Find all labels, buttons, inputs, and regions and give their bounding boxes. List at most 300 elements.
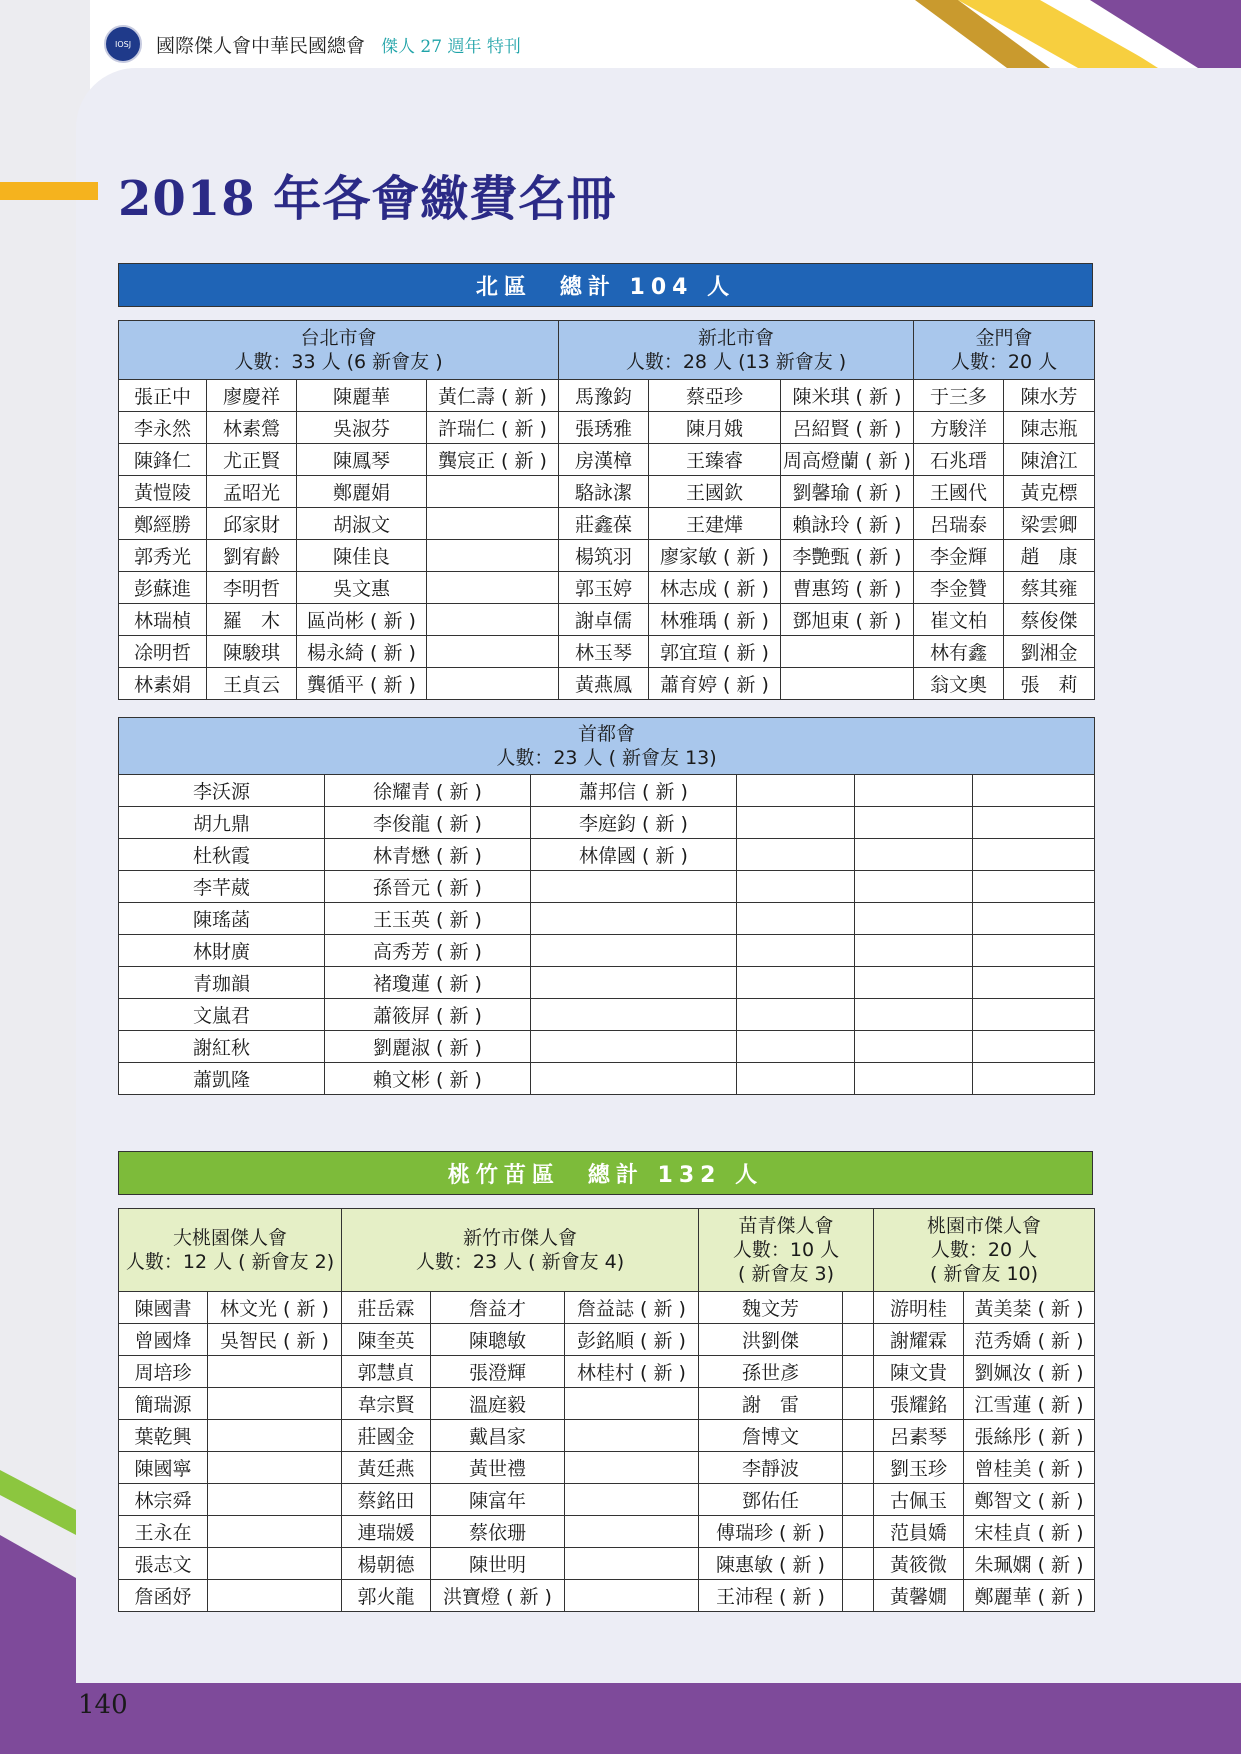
member-cell: 陳世明 [431,1548,565,1580]
north-clubs-table [118,320,1095,700]
member-cell: 莊鑫葆 [559,508,649,540]
club-count: 人數：23 人 ( 新會友 4) [415,1251,625,1273]
club-count: 人數：10 人 [732,1239,840,1261]
logo-text: IOSJ [114,39,132,49]
member-cell: 黃仁壽 ( 新 ) [427,380,559,412]
member-cell: 廖慶祥 [207,380,297,412]
table-row [119,476,1095,508]
member-cell [973,871,1095,903]
member-cell: 林志成 ( 新 ) [649,572,781,604]
member-cell: 謝紅秋 [119,1031,325,1063]
member-cell: 周培珍 [119,1356,208,1388]
member-cell: 黃燕鳳 [559,668,649,700]
member-cell [427,604,559,636]
member-cell: 溫庭毅 [431,1388,565,1420]
member-cell: 黃筱微 [874,1548,964,1580]
member-cell [855,839,973,871]
member-cell [427,540,559,572]
table-row [119,508,1095,540]
table-row [119,1292,1095,1324]
member-cell: 林桂村 ( 新 ) [565,1356,699,1388]
member-cell: 黃美棻 ( 新 ) [964,1292,1095,1324]
member-cell [737,839,855,871]
member-cell: 范秀嬌 ( 新 ) [964,1324,1095,1356]
member-cell: 尤正賢 [207,444,297,476]
member-cell: 范員嬌 [874,1516,964,1548]
member-cell [843,1388,874,1420]
member-cell [843,1548,874,1580]
member-cell [843,1420,874,1452]
member-cell: 蕭凱隆 [119,1063,325,1095]
member-cell: 于三多 [914,380,1004,412]
member-cell: 趙 康 [1004,540,1095,572]
member-cell: 楊朝德 [342,1548,431,1580]
member-cell: 陳國書 [119,1292,208,1324]
member-cell: 王沛程 ( 新 ) [699,1580,843,1612]
member-cell: 郭玉婷 [559,572,649,604]
table-row [119,444,1095,476]
member-cell: 吳智民 ( 新 ) [208,1324,342,1356]
member-cell: 王永在 [119,1516,208,1548]
member-cell: 龔宸正 ( 新 ) [427,444,559,476]
running-header [104,26,521,62]
member-cell [973,775,1095,807]
member-cell: 張耀銘 [874,1388,964,1420]
member-cell: 謝耀霖 [874,1324,964,1356]
member-cell: 黃廷燕 [342,1452,431,1484]
member-cell [781,636,914,668]
member-cell: 陳月娥 [649,412,781,444]
member-cell: 龔循平 ( 新 ) [297,668,427,700]
member-cell: 彭銘順 ( 新 ) [565,1324,699,1356]
member-cell [208,1356,342,1388]
member-cell: 李庭鈞 ( 新 ) [531,807,737,839]
table-row [119,1324,1095,1356]
member-cell: 蔡亞珍 [649,380,781,412]
member-cell: 杜秋霞 [119,839,325,871]
member-cell: 莊岳霖 [342,1292,431,1324]
member-cell: 張絲彤 ( 新 ) [964,1420,1095,1452]
member-cell: 曾桂美 ( 新 ) [964,1452,1095,1484]
member-cell [855,775,973,807]
member-cell [565,1420,699,1452]
member-cell: 胡九鼎 [119,807,325,839]
member-cell [565,1548,699,1580]
member-cell [843,1484,874,1516]
member-cell [737,1031,855,1063]
member-cell: 葉乾興 [119,1420,208,1452]
member-cell [208,1580,342,1612]
member-cell [427,572,559,604]
member-cell [855,999,973,1031]
member-cell [843,1580,874,1612]
member-cell [208,1452,342,1484]
member-cell [855,935,973,967]
member-cell: 郭秀光 [119,540,207,572]
member-cell: 孫晉元 ( 新 ) [325,871,531,903]
member-cell: 陳聰敏 [431,1324,565,1356]
table-row [119,1548,1095,1580]
member-cell: 蔡其雍 [1004,572,1095,604]
member-cell: 李金輝 [914,540,1004,572]
member-cell [973,999,1095,1031]
member-cell [208,1484,342,1516]
member-cell: 石兆瑨 [914,444,1004,476]
member-cell [427,668,559,700]
member-cell [565,1388,699,1420]
member-cell: 陳佳良 [297,540,427,572]
member-cell [737,1063,855,1095]
club-name: 桃園市傑人會 [927,1215,1042,1237]
club-count: 人數：23 人 ( 新會友 13) [496,747,717,769]
member-cell: 李金贊 [914,572,1004,604]
member-cell: 李永然 [119,412,207,444]
member-cell: 李沃源 [119,775,325,807]
club-count: 人數：12 人 ( 新會友 2) [125,1251,335,1273]
member-cell: 林偉國 ( 新 ) [531,839,737,871]
member-cell [531,903,737,935]
member-cell: 鄭經勝 [119,508,207,540]
member-cell: 陳奎英 [342,1324,431,1356]
member-cell: 陳滄江 [1004,444,1095,476]
member-cell [855,1063,973,1095]
north-header-row [119,321,1095,380]
member-cell: 張琇雅 [559,412,649,444]
member-cell: 黃愷陵 [119,476,207,508]
table-row [119,1031,1095,1063]
member-cell: 郭火龍 [342,1580,431,1612]
member-cell: 呂紹賢 ( 新 ) [781,412,914,444]
stripe-yellow [958,0,1160,68]
table-row [119,871,1095,903]
member-cell: 陳瑤菡 [119,903,325,935]
member-cell: 孟昭光 [207,476,297,508]
member-cell: 洪劉傑 [699,1324,843,1356]
member-cell: 鄭麗華 ( 新 ) [964,1580,1095,1612]
taozhumiao-region-banner: 桃竹苗區 總計 132 人 [118,1151,1093,1195]
member-cell: 李明哲 [207,572,297,604]
member-cell: 陳米琪 ( 新 ) [781,380,914,412]
member-cell: 詹益誌 ( 新 ) [565,1292,699,1324]
member-cell: 張志文 [119,1548,208,1580]
member-cell: 崔文柏 [914,604,1004,636]
member-cell: 郭慧貞 [342,1356,431,1388]
member-cell [565,1580,699,1612]
member-cell: 黃馨嫺 [874,1580,964,1612]
stripe-white [1050,0,1198,68]
member-cell [565,1516,699,1548]
member-cell [208,1516,342,1548]
member-cell: 詹益才 [431,1292,565,1324]
member-cell: 呂瑞泰 [914,508,1004,540]
member-cell: 林有鑫 [914,636,1004,668]
club-name: 金門會 [975,327,1033,349]
member-cell: 蕭邦信 ( 新 ) [531,775,737,807]
table-row [119,380,1095,412]
member-cell: 游明桂 [874,1292,964,1324]
table-row [119,540,1095,572]
member-cell: 陳水芳 [1004,380,1095,412]
club-header-capital [119,718,1095,775]
club-name: 新北市會 [697,327,774,349]
member-cell [973,807,1095,839]
member-cell: 馬豫鈞 [559,380,649,412]
member-cell: 高秀芳 ( 新 ) [325,935,531,967]
page-number: 140 [78,1690,128,1720]
member-cell [565,1484,699,1516]
member-cell [531,967,737,999]
member-cell: 李靜波 [699,1452,843,1484]
member-cell [737,935,855,967]
taozhumiao-clubs-table [118,1208,1095,1612]
member-cell: 邱家財 [207,508,297,540]
member-cell: 簡瑞源 [119,1388,208,1420]
member-cell: 劉玉珍 [874,1452,964,1484]
member-cell [973,935,1095,967]
member-cell: 蕭育婷 ( 新 ) [649,668,781,700]
member-cell [531,935,737,967]
member-cell: 劉麗淑 ( 新 ) [325,1031,531,1063]
member-cell: 蔡依珊 [431,1516,565,1548]
member-cell [531,1063,737,1095]
member-cell: 翁文奧 [914,668,1004,700]
member-cell [565,1452,699,1484]
member-cell [843,1516,874,1548]
member-cell: 戴昌家 [431,1420,565,1452]
member-cell: 王玉英 ( 新 ) [325,903,531,935]
member-cell [531,871,737,903]
page-title: 2018 年各會繳費名冊 [118,171,617,227]
member-cell: 羅 木 [207,604,297,636]
club-count: 人數：20 人 [950,351,1058,373]
club-header-miaoching [699,1209,874,1292]
member-cell [973,839,1095,871]
member-cell: 陳鋒仁 [119,444,207,476]
member-cell [973,1063,1095,1095]
member-cell [737,903,855,935]
club-header-greater-taoyuan [119,1209,342,1292]
member-cell: 陳駿琪 [207,636,297,668]
member-cell: 宋桂貞 ( 新 ) [964,1516,1095,1548]
member-cell: 房漢樟 [559,444,649,476]
member-cell: 李俊龍 ( 新 ) [325,807,531,839]
member-cell: 青珈韻 [119,967,325,999]
member-cell [531,1031,737,1063]
member-cell: 蔡銘田 [342,1484,431,1516]
table-row [119,935,1095,967]
member-cell [781,668,914,700]
member-cell: 駱詠潔 [559,476,649,508]
title-accent-bar [0,182,98,200]
member-cell [208,1388,342,1420]
club-name: 首都會 [577,723,635,745]
club-new-members: ( 新會友 10) [929,1263,1039,1285]
member-cell: 張澄輝 [431,1356,565,1388]
member-cell: 賴文彬 ( 新 ) [325,1063,531,1095]
member-cell: 胡淑文 [297,508,427,540]
member-cell: 吳淑芬 [297,412,427,444]
member-cell: 凃明哲 [119,636,207,668]
member-cell: 李芊葳 [119,871,325,903]
member-cell: 詹博文 [699,1420,843,1452]
member-cell: 林瑞楨 [119,604,207,636]
member-cell: 鄭智文 ( 新 ) [964,1484,1095,1516]
member-cell [973,903,1095,935]
member-cell: 林雅瑀 ( 新 ) [649,604,781,636]
member-cell: 陳國寧 [119,1452,208,1484]
member-cell: 曹惠筠 ( 新 ) [781,572,914,604]
member-cell: 周高燈蘭 ( 新 ) [781,444,914,476]
member-cell [737,871,855,903]
club-header-hsinchu [342,1209,699,1292]
member-cell: 孫世彥 [699,1356,843,1388]
member-cell [855,807,973,839]
member-cell: 朱珮嫻 ( 新 ) [964,1548,1095,1580]
org-logo-icon [104,25,142,63]
table-row [119,1516,1095,1548]
org-name: 國際傑人會中華民國總會 [156,34,366,57]
stripe-gold-dark [915,0,1050,68]
member-cell [737,775,855,807]
table-row [119,1356,1095,1388]
club-header-newtaipei [559,321,914,380]
member-cell: 方駿洋 [914,412,1004,444]
table-row [119,1420,1095,1452]
member-cell: 黃世禮 [431,1452,565,1484]
table-row [119,775,1095,807]
table-row [119,1063,1095,1095]
capital-club-table [118,717,1095,1095]
member-cell: 傅瑞珍 ( 新 ) [699,1516,843,1548]
table-row [119,636,1095,668]
member-cell [843,1356,874,1388]
member-cell: 江雪蓮 ( 新 ) [964,1388,1095,1420]
member-cell: 劉馨瑜 ( 新 ) [781,476,914,508]
club-header-taipei [119,321,559,380]
member-cell [737,967,855,999]
member-cell: 劉姵汝 ( 新 ) [964,1356,1095,1388]
table-row [119,1580,1095,1612]
member-cell [843,1324,874,1356]
member-cell: 王國代 [914,476,1004,508]
north-region-banner: 北區 總計 104 人 [118,263,1093,307]
member-cell: 陳文貴 [874,1356,964,1388]
member-cell: 褚瓊蓮 ( 新 ) [325,967,531,999]
table-row [119,807,1095,839]
member-cell: 張正中 [119,380,207,412]
member-cell [855,871,973,903]
member-cell: 洪寶燈 ( 新 ) [431,1580,565,1612]
member-cell: 曾國烽 [119,1324,208,1356]
member-cell [855,967,973,999]
footer-band [0,1683,1241,1754]
member-cell [737,807,855,839]
club-count: 人數：20 人 [930,1239,1038,1261]
table-row [119,1388,1095,1420]
member-cell: 賴詠玲 ( 新 ) [781,508,914,540]
member-cell: 郭宜瑄 ( 新 ) [649,636,781,668]
member-cell: 林宗舜 [119,1484,208,1516]
member-cell: 徐耀青 ( 新 ) [325,775,531,807]
member-cell: 林素鶯 [207,412,297,444]
table-row [119,604,1095,636]
member-cell [427,636,559,668]
club-count: 人數：33 人 (6 新會友 ) [234,351,443,373]
member-cell [843,1292,874,1324]
member-cell: 陳惠敏 ( 新 ) [699,1548,843,1580]
member-cell [843,1452,874,1484]
member-cell: 區尚彬 ( 新 ) [297,604,427,636]
table-row [119,668,1095,700]
member-cell: 呂素琴 [874,1420,964,1452]
table-row [119,967,1095,999]
club-new-members: ( 新會友 3) [738,1263,834,1285]
member-cell [737,999,855,1031]
member-cell: 連瑞媛 [342,1516,431,1548]
member-cell: 韋宗賢 [342,1388,431,1420]
member-cell: 謝 雷 [699,1388,843,1420]
member-cell [208,1420,342,1452]
member-cell: 文嵐君 [119,999,325,1031]
table-row [119,1484,1095,1516]
member-cell: 梁雲卿 [1004,508,1095,540]
table-row [119,572,1095,604]
member-cell: 黃克標 [1004,476,1095,508]
member-cell: 楊筑羽 [559,540,649,572]
club-name: 大桃園傑人會 [172,1227,287,1249]
member-cell: 鄧佑任 [699,1484,843,1516]
member-cell: 謝卓儒 [559,604,649,636]
club-name: 新竹市傑人會 [462,1227,577,1249]
member-cell: 魏文芳 [699,1292,843,1324]
member-cell: 陳富年 [431,1484,565,1516]
member-cell: 蔡俊傑 [1004,604,1095,636]
member-cell: 莊國金 [342,1420,431,1452]
member-cell [973,1031,1095,1063]
member-cell: 楊永綺 ( 新 ) [297,636,427,668]
member-cell [208,1548,342,1580]
table-row [119,903,1095,935]
member-cell [855,1031,973,1063]
member-cell: 鄭麗娟 [297,476,427,508]
member-cell: 劉宥齡 [207,540,297,572]
member-cell: 陳鳳琴 [297,444,427,476]
taozhumiao-header-row [119,1209,1095,1292]
table-row [119,412,1095,444]
capital-header-row [119,718,1095,775]
member-cell: 廖家敏 ( 新 ) [649,540,781,572]
member-cell: 鄧旭東 ( 新 ) [781,604,914,636]
member-cell: 王國欽 [649,476,781,508]
member-cell: 蕭筱屏 ( 新 ) [325,999,531,1031]
member-cell: 林素娟 [119,668,207,700]
table-row [119,839,1095,871]
member-cell: 林玉琴 [559,636,649,668]
member-cell: 許瑞仁 ( 新 ) [427,412,559,444]
stripe-purple [1090,0,1241,68]
member-cell: 王臻睿 [649,444,781,476]
club-count: 人數：28 人 (13 新會友 ) [625,351,847,373]
table-row [119,1452,1095,1484]
member-cell [427,508,559,540]
member-cell: 李艷甄 ( 新 ) [781,540,914,572]
member-cell: 吳文惠 [297,572,427,604]
member-cell [427,476,559,508]
member-cell: 陳志瓶 [1004,412,1095,444]
member-cell: 彭蘇進 [119,572,207,604]
member-cell: 古佩玉 [874,1484,964,1516]
member-cell: 詹函妤 [119,1580,208,1612]
